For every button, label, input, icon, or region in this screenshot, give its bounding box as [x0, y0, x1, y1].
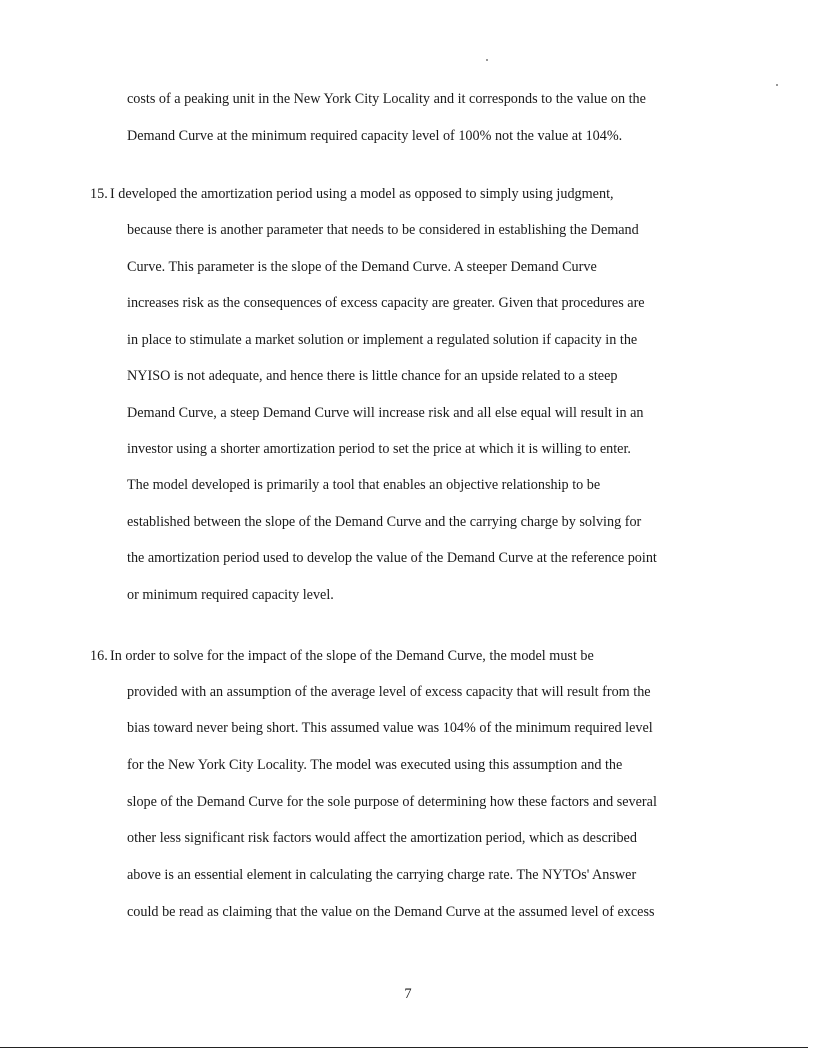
footer-rule	[0, 1047, 808, 1048]
paragraph-16-line-8: could be read as claiming that the value on the Demand Curve at the assumed level of excess	[127, 904, 655, 920]
paragraph-16-line-2: provided with an assumption of the average level of excess capacity that will result from the	[127, 684, 651, 700]
paragraph-16-line-5: slope of the Demand Curve for the sole purpose of determining how these factors and several	[127, 794, 657, 810]
paragraph-15-line-6: NYISO is not adequate, and hence there is little chance for an upside related to a steep	[127, 368, 618, 384]
paragraph-16-line-6: other less significant risk factors would affect the amortization period, which as described	[127, 830, 637, 846]
paragraph-15-line-9: The model developed is primarily a tool that enables an objective relationship to be	[127, 477, 601, 493]
paragraph-15-line-12: or minimum required capacity level.	[127, 587, 334, 603]
paragraph-15-line-2: because there is another parameter that needs to be considered in establishing the Demand	[127, 222, 639, 238]
carryover-line-2: Demand Curve at the minimum required capacity level of 100% not the value at 104%.	[127, 128, 623, 144]
paragraph-16-number: 16.	[90, 648, 108, 664]
paragraph-16-line-7: above is an essential element in calculating the carrying charge rate. The NYTOs' Answer	[127, 867, 637, 883]
page-number: 7	[404, 986, 412, 1002]
scan-speck	[776, 84, 778, 86]
paragraph-15-line-4: increases risk as the consequences of excess capacity are greater. Given that procedures are	[127, 295, 645, 311]
paragraph-15-number: 15.	[90, 186, 108, 202]
paragraph-16-line-1: In order to solve for the impact of the slope of the Demand Curve, the model must be	[110, 648, 594, 664]
paragraph-15-line-3: Curve. This parameter is the slope of the Demand Curve. A steeper Demand Curve	[127, 259, 597, 275]
paragraph-15-line-1: I developed the amortization period using a model as opposed to simply using judgment,	[110, 186, 614, 202]
paragraph-15-line-7: Demand Curve, a steep Demand Curve will increase risk and all else equal will result in an	[127, 405, 644, 421]
paragraph-15-line-11: the amortization period used to develop the value of the Demand Curve at the reference point	[127, 550, 657, 566]
paragraph-15-line-5: in place to stimulate a market solution or implement a regulated solution if capacity in the	[127, 332, 638, 348]
paragraph-15-line-10: established between the slope of the Demand Curve and the carrying charge by solving for	[127, 514, 642, 530]
paragraph-15-line-8: investor using a shorter amortization period to set the price at which it is willing to enter.	[127, 441, 631, 457]
scan-speck	[486, 59, 488, 61]
paragraph-16-line-4: for the New York City Locality. The model was executed using this assumption and the	[127, 757, 623, 773]
carryover-line-1: costs of a peaking unit in the New York City Locality and it corresponds to the value on the	[127, 91, 646, 107]
paragraph-16-line-3: bias toward never being short. This assumed value was 104% of the minimum required level	[127, 720, 653, 736]
